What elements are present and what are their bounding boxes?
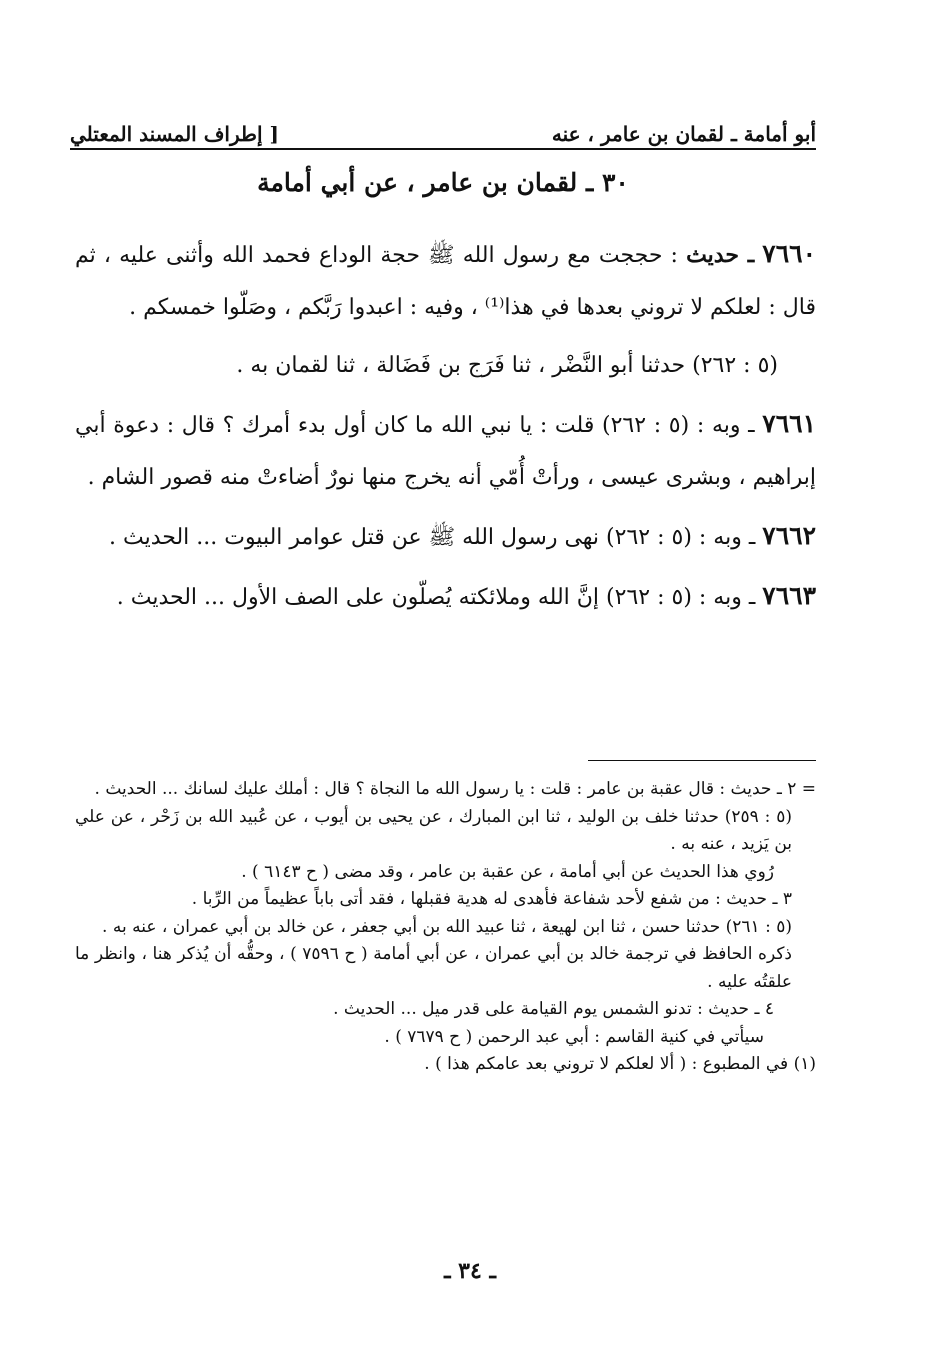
- footnote-line: (١) في المطبوع : ( ألا لعلكم لا تروني بعد عامكم هذا ) .: [424, 1054, 816, 1074]
- hadith-sanad: (٥ : ٢٦٢) حدثنا أبو النَّضْر ، ثنا فَرَج بن فَضَالة ، ثنا لقمان به .: [236, 353, 778, 378]
- main-text: [75, 228, 816, 630]
- hadith-number: ٧٦٦١: [762, 409, 816, 438]
- hadith-number: ٧٦٦٢: [762, 521, 816, 550]
- page-number: ـ ٣٤ ـ: [444, 1258, 496, 1284]
- header-book-title: [ إطراف المسند المعتلي: [70, 122, 279, 146]
- header-chapter: أبو أمامة ـ لقمان بن عامر ، عنه: [551, 122, 816, 146]
- hadith-keyword: حديث: [686, 242, 739, 268]
- footnote-line: (٥ : ٢٦١) حدثنا حسن ، ثنا ابن لهيعة ، ثنا عبيد الله بن أبي جعفر ، عن خالد بن أبي عمران ، عنه به .: [102, 916, 792, 937]
- footnote-line: ٤ ـ حديث : تدنو الشمس يوم القيامة على قدر ميل ... الحديث .: [333, 999, 774, 1019]
- hadith-text: ـ وبه : (٥ : ٢٦٢) إنَّ الله وملائكته يُصلّون على الصف الأول ... الحديث .: [116, 585, 756, 610]
- hadith-text: ـ وبه : (٥ : ٢٦٢) قلت : يا نبي الله ما كان أول بدء أمرك ؟ قال : دعوة أبي إبراهيم ، وبشرى عيسى ، ورأتْ أُمّي أنه يخرج منها نورٌ أضاءتْ منه قصور الشام .: [75, 413, 816, 490]
- hadith-7660: ٧٦٦٠ ـ حديث : حججت مع رسول الله ﷺ حجة الوداع فحمد الله وأثنى عليه ، ثم قال : لعلكم لا تروني بعدها في هذا⁽¹⁾ ، وفيه : اعبدوا رَبَّكم ، وصَلّوا خمسكم .: [75, 239, 816, 320]
- footnote-line: ذكره الحافظ في ترجمة خالد بن أبي عمران ، عن أبي أمامة ( ح ٧٥٩٦ ) ، وحقُّه أن يُذكر هنا ، وانظر ما علقتُه عليه .: [75, 944, 792, 992]
- hadith-number: ٧٦٦٠: [762, 239, 816, 268]
- header-divider: [70, 148, 816, 150]
- hadith-number: ٧٦٦٣: [762, 581, 816, 610]
- footnote-line: (٥ : ٢٥٩) حدثنا خلف بن الوليد ، ثنا ابن المبارك ، عن يحيى بن أيوب ، عن عُبيد الله بن زَحْر ، عن علي بن يَزيد ، عنه به .: [75, 806, 792, 854]
- hadith-7663: [75, 570, 816, 624]
- footnote-line: رُوي هذا الحديث عن أبي أمامة ، عن عقبة بن عامر ، وقد مضى ( ح ٦١٤٣ ) .: [241, 861, 774, 882]
- hadith-text: : حججت مع رسول الله ﷺ حجة الوداع فحمد الله وأثنى عليه ، ثم قال : لعلكم لا تروني بعدها في هذا⁽¹⁾ ، وفيه : اعبدوا رَبَّكم ، وصَلّوا خمسكم .: [75, 243, 816, 320]
- footnote-divider: [588, 760, 816, 761]
- footnote-line: = ٢ ـ حديث : قال عقبة بن عامر : قلت : يا رسول الله ما النجاة ؟ قال : أملك عليك لسانك ... الحديث .: [94, 779, 816, 799]
- footnote-line: ٣ ـ حديث : من شفع لأحد شفاعة فأهدى له هدية فقبلها ، فقد أتى باباً عظيماً من الرِّبا .: [191, 889, 792, 909]
- hadith-text: ـ وبه : (٥ : ٢٦٢) نهى رسول الله ﷺ عن قتل عوامر البيوت ... الحديث .: [108, 525, 756, 550]
- running-header: [70, 110, 816, 146]
- footnotes: [75, 776, 816, 1079]
- hadith-7662: [75, 510, 816, 564]
- section-title: ٣٠ ـ لقمان بن عامر ، عن أبي أمامة: [257, 168, 629, 197]
- footnote-line: سيأتي في كنية القاسم : أبي عبد الرحمن ( ح ٧٦٧٩ ) .: [384, 1026, 764, 1047]
- hadith-7661: [75, 398, 816, 504]
